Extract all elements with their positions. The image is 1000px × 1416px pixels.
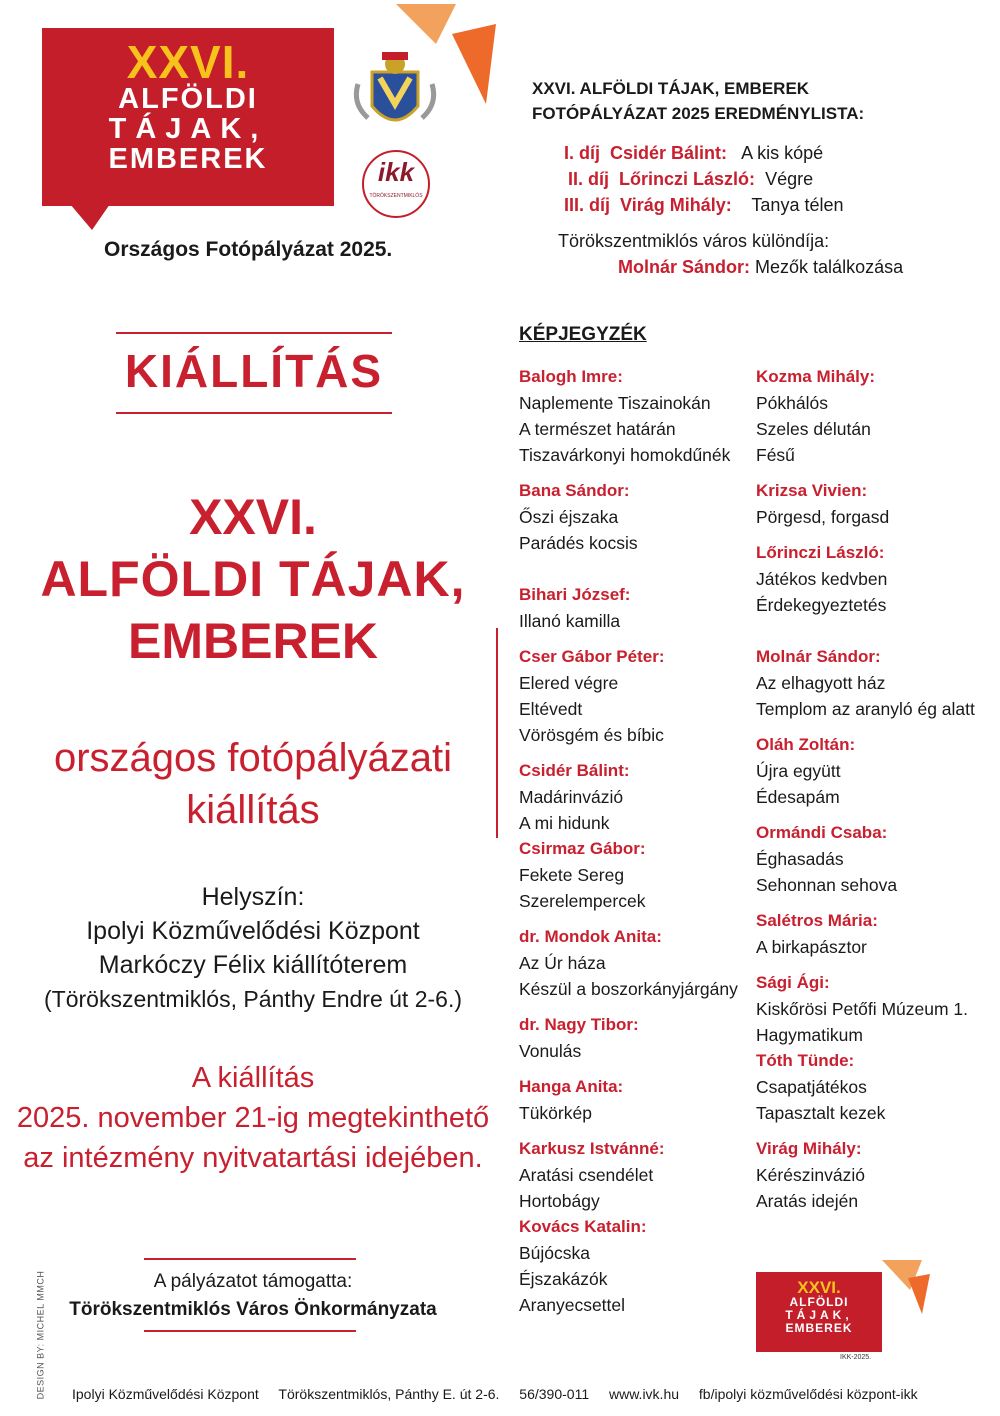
- prize-list: [564, 140, 844, 218]
- catalog-entry: [519, 1136, 759, 1214]
- venue-line-1: Ipolyi Közművelődési Központ: [86, 917, 420, 945]
- exhibition-heading: KIÁLLÍTÁS: [124, 345, 384, 397]
- catalog-work-title: Éjszakázók: [519, 1269, 608, 1289]
- catalog-work-title: Aranyecsettel: [519, 1295, 626, 1315]
- exhibition-title-3: EMBEREK: [127, 613, 379, 669]
- catalog-entry: [519, 1074, 759, 1126]
- catalog-author: dr. Nagy Tibor:: [519, 1015, 639, 1034]
- catalog-author: Oláh Zoltán:: [756, 735, 856, 754]
- ikk-badge: [362, 150, 430, 218]
- catalog-entry: [756, 732, 996, 810]
- catalog-author: Kovács Katalin:: [519, 1217, 647, 1236]
- catalog-work-title: Tükörkép: [519, 1103, 592, 1123]
- catalog-work-title: Tiszavárkonyi homokdűnék: [519, 445, 731, 465]
- catalog-work-title: Az elhagyott ház: [756, 673, 886, 693]
- catalog-work-title: Sehonnan sehova: [756, 875, 898, 895]
- event-logo: [42, 28, 334, 206]
- catalog-author: Kozma Mihály:: [756, 367, 876, 386]
- catalog-work-title: Templom az aranyló ég alatt: [756, 699, 975, 719]
- results-block: [532, 76, 864, 126]
- exhibition-subtitle: [0, 732, 506, 836]
- venue-line-3: (Törökszentmiklós, Pánthy Endre út 2-6.): [44, 986, 462, 1012]
- catalog-author: Ormándi Csaba:: [756, 823, 888, 842]
- small-logo-line-4: EMBEREK: [785, 1321, 853, 1335]
- catalog-entry: [519, 1214, 759, 1318]
- sponsor-label: A pályázatot támogatta:: [153, 1271, 353, 1292]
- prize-row: III. díj Virág Mihály: Tanya télen: [564, 195, 844, 215]
- catalog-entry: [519, 1012, 759, 1064]
- catalog-author: Csidér Bálint:: [519, 761, 630, 780]
- catalog-entry: [519, 478, 759, 556]
- catalog-entry: [756, 1048, 996, 1126]
- catalog-column-2: [756, 364, 996, 1214]
- catalog-work-title: Parádés kocsis: [519, 533, 638, 553]
- catalog-author: Karkusz Istvánné:: [519, 1139, 665, 1158]
- catalog-entry: [756, 908, 996, 960]
- exhibition-title: [0, 486, 506, 672]
- catalog-work-title: Kiskőrösi Petőfi Múzeum 1.: [756, 999, 969, 1019]
- catalog-author: Bana Sándor:: [519, 481, 630, 500]
- footer-org: Ipolyi Közművelődési Központ: [72, 1386, 259, 1402]
- venue-label: Helyszín:: [201, 883, 305, 911]
- catalog-author: Sági Ági:: [756, 973, 830, 992]
- footer: [72, 1386, 934, 1402]
- catalog-heading: KÉPJEGYZÉK: [519, 324, 647, 345]
- catalog-work-title: Készül a boszorkányjárgány: [519, 979, 738, 999]
- small-logo-line-1: XXVI.: [797, 1278, 841, 1297]
- venue-line-2: Markóczy Félix kiállítóterem: [98, 951, 408, 979]
- catalog-entry: [756, 478, 996, 530]
- catalog-entry: [756, 644, 996, 722]
- catalog-work-title: Szeles délután: [756, 419, 871, 439]
- catalog-work-title: Pókhálós: [756, 393, 828, 413]
- exhibition-title-1: XXVI.: [189, 489, 317, 545]
- catalog-author: Hanga Anita:: [519, 1077, 624, 1096]
- venue-block: [0, 880, 506, 1016]
- catalog-entry: [756, 970, 996, 1048]
- catalog-entry: [519, 582, 759, 634]
- small-logo-line-3: TÁJAK,: [785, 1308, 853, 1322]
- catalog-work-title: Éghasadás: [756, 849, 844, 869]
- catalog-column-1: [519, 364, 759, 1318]
- vertical-divider: [496, 628, 498, 838]
- catalog-author: Cser Gábor Péter:: [519, 647, 665, 666]
- catalog-author: Csirmaz Gábor:: [519, 839, 646, 858]
- ikk-badge-text: ikk: [377, 157, 415, 187]
- catalog-work-title: Madárinvázió: [519, 787, 624, 807]
- logo-line-2: ALFÖLDI: [118, 83, 258, 115]
- prize-row: I. díj Csidér Bálint: A kis kópé: [564, 143, 824, 163]
- divider: [116, 412, 392, 414]
- catalog-work-title: Aratás idején: [756, 1191, 859, 1211]
- catalog-author: Molnár Sándor:: [756, 647, 881, 666]
- catalog-work-title: Játékos kedvben: [756, 569, 888, 589]
- catalog-work-title: Eltévedt: [519, 699, 583, 719]
- catalog-work-title: Tapasztalt kezek: [756, 1103, 886, 1123]
- dates-line-1: A kiállítás: [191, 1062, 315, 1094]
- catalog-work-title: Pörgesd, forgasd: [756, 507, 890, 527]
- footer-web[interactable]: www.ivk.hu: [609, 1386, 680, 1402]
- catalog-entry: [756, 820, 996, 898]
- dates-line-2: 2025. november 21-ig megtekinthető: [16, 1102, 490, 1134]
- footer-phone: 56/390-011: [519, 1386, 590, 1402]
- catalog-author: Tóth Tünde:: [756, 1051, 855, 1070]
- design-credit: DESIGN BY: MICHEL MMCH: [35, 1270, 46, 1400]
- exhibition-subtitle-1: országos fotópályázati: [53, 736, 452, 780]
- logo-speech-tail: [70, 204, 110, 232]
- exhibition-title-2: ALFÖLDI TÁJAK,: [40, 551, 466, 607]
- exhibition-subtitle-2: kiállítás: [186, 788, 320, 832]
- sponsor-block: [0, 1268, 506, 1324]
- catalog-author: Balogh Imre:: [519, 367, 623, 386]
- small-logo-sub: IKK-2025.: [840, 1354, 872, 1361]
- results-title-1: XXVI. ALFÖLDI TÁJAK, EMBEREK: [532, 79, 810, 98]
- catalog-work-title: Őszi éjszaka: [519, 507, 619, 527]
- small-orange-accent: [882, 1260, 932, 1316]
- catalog-work-title: Az Úr háza: [519, 953, 606, 973]
- special-prize-row: Molnár Sándor: Mezők találkozása: [618, 257, 904, 277]
- catalog-author: Virág Mihály:: [756, 1139, 862, 1158]
- catalog-work-title: Érdekegyeztetés: [756, 595, 887, 615]
- catalog-work-title: A természet határán: [519, 419, 676, 439]
- catalog-entry: [756, 1136, 996, 1214]
- catalog-work-title: Illanó kamilla: [519, 611, 621, 631]
- dates-block: [0, 1058, 506, 1178]
- catalog-work-title: A mi hidunk: [519, 813, 610, 833]
- catalog-work-title: Vörösgém és bíbic: [519, 725, 664, 745]
- catalog-author: Krizsa Vivien:: [756, 481, 868, 500]
- catalog-entry: [519, 924, 759, 1002]
- catalog-author: Salétros Mária:: [756, 911, 878, 930]
- catalog-author: Lőrinczi László:: [756, 543, 885, 562]
- catalog-work-title: Bújócska: [519, 1243, 591, 1263]
- catalog-work-title: Naplemente Tiszainokán: [519, 393, 711, 413]
- catalog-author: Bihari József:: [519, 585, 631, 604]
- catalog-work-title: Fésű: [756, 445, 795, 465]
- footer-facebook[interactable]: fb/ipolyi közművelődési központ-ikk: [698, 1386, 918, 1402]
- logo-line-4: EMBEREK: [108, 143, 268, 175]
- footer-address: Törökszentmiklós, Pánthy E. út 2-6.: [278, 1386, 500, 1402]
- ikk-badge-sub: TÖRÖKSZENTMIKLÓS: [369, 193, 423, 199]
- sponsor-name: Törökszentmiklós Város Önkormányzata: [69, 1299, 437, 1320]
- small-event-logo: [756, 1272, 882, 1352]
- catalog-work-title: Hagymatikum: [756, 1025, 863, 1045]
- catalog-work-title: A birkapásztor: [756, 937, 867, 957]
- divider: [144, 1258, 356, 1260]
- catalog-entry: [756, 540, 996, 618]
- catalog-entry: [519, 758, 759, 836]
- catalog-work-title: Édesapám: [756, 787, 840, 807]
- catalog-work-title: Vonulás: [519, 1041, 582, 1061]
- dates-line-3: az intézmény nyitvatartási idejében.: [23, 1142, 483, 1174]
- special-prize-label: Törökszentmiklós város különdíja:: [558, 231, 830, 251]
- competition-title: Országos Fotópályázat 2025.: [104, 238, 393, 261]
- catalog-entry: [519, 836, 759, 914]
- catalog-work-title: Kérészinvázió: [756, 1165, 865, 1185]
- catalog-author: dr. Mondok Anita:: [519, 927, 662, 946]
- prize-row: II. díj Lőrinczi László: Végre: [568, 169, 814, 189]
- catalog-work-title: Újra együtt: [756, 761, 841, 781]
- divider: [116, 332, 392, 334]
- catalog-work-title: Csapatjátékos: [756, 1077, 867, 1097]
- catalog-work-title: Aratási csendélet: [519, 1165, 654, 1185]
- results-title-2: FOTÓPÁLYÁZAT 2025 EREDMÉNYLISTA:: [532, 104, 865, 123]
- catalog-entry: [519, 364, 759, 468]
- logo-line-3: TÁJAK,: [108, 113, 268, 145]
- divider: [144, 1330, 356, 1332]
- catalog-work-title: Szerelempercek: [519, 891, 646, 911]
- coat-of-arms-icon: [350, 44, 440, 140]
- small-logo-line-2: ALFÖLDI: [789, 1295, 849, 1309]
- catalog-work-title: Hortobágy: [519, 1191, 600, 1211]
- logo-line-1: XXVI.: [126, 36, 250, 88]
- catalog-work-title: Elered végre: [519, 673, 619, 693]
- catalog-entry: [756, 364, 996, 468]
- catalog-entry: [519, 644, 759, 748]
- catalog-work-title: Fekete Sereg: [519, 865, 625, 885]
